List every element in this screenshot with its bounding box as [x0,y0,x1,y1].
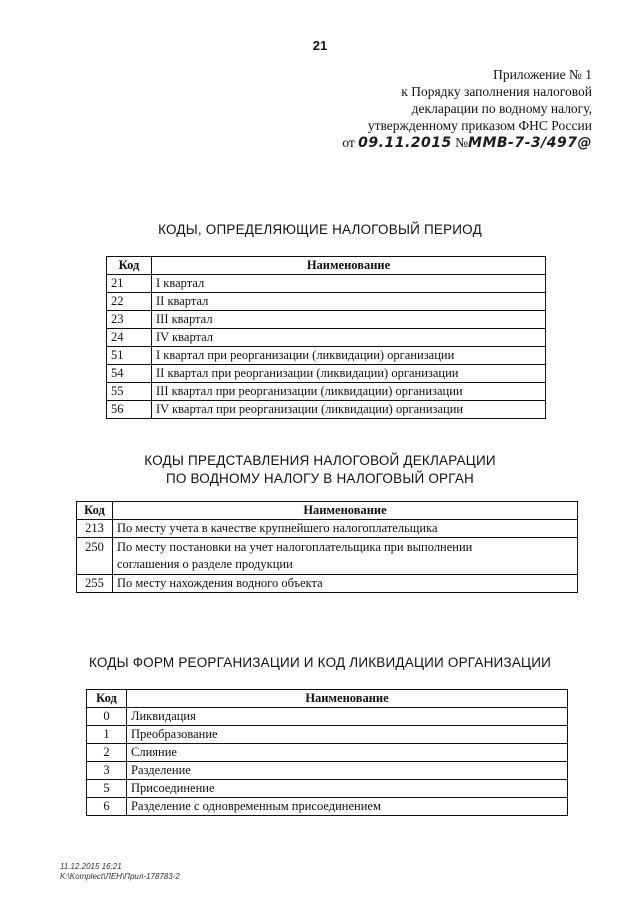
name-cell: III квартал [152,311,546,329]
code-cell: 23 [107,311,152,329]
table-row [107,365,546,383]
name-cell: IV квартал [152,329,546,347]
table-row [87,780,568,798]
reorganization-codes-table [86,689,568,816]
table-row [87,762,568,780]
name-cell: I квартал при реорганизации (ликвидации) организации [152,347,546,365]
code-cell: 250 [77,538,113,575]
code-cell: 21 [107,275,152,293]
section3-title: КОДЫ ФОРМ РЕОРГАНИЗАЦИИ И КОД ЛИКВИДАЦИИ ОРГАНИЗАЦИИ [88,655,552,670]
name-cell: По месту нахождения водного объекта [113,575,578,593]
section2-title-line-1: КОДЫ ПРЕДСТАВЛЕНИЯ НАЛОГОВОЙ ДЕКЛАРАЦИИ [144,453,496,468]
table-row [87,744,568,762]
code-cell: 51 [107,347,152,365]
table-row [107,383,546,401]
code-cell: 2 [87,744,127,762]
order-date: 09.11.2015 [358,135,452,151]
code-cell: 6 [87,798,127,816]
code-cell: 5 [87,780,127,798]
appendix-line-1: Приложение № 1 [493,67,592,82]
name-cell: II квартал [152,293,546,311]
code-cell: 22 [107,293,152,311]
table-row [107,347,546,365]
name-cell: Преобразование [127,726,568,744]
appendix-line-4: утвержденному приказом ФНС России [367,118,592,133]
name-cell: II квартал при реорганизации (ликвидации) организации [152,365,546,383]
order-number: ММВ-7-3/497@ [468,135,592,151]
name-cell: Разделение [127,762,568,780]
section1-title: КОДЫ, ОПРЕДЕЛЯЮЩИЕ НАЛОГОВЫЙ ПЕРИОД [158,222,482,237]
table-row [87,726,568,744]
code-cell: 56 [107,401,152,419]
table-row [77,575,578,593]
section2-title [0,452,640,488]
column-header-name: Наименование [152,257,546,275]
code-cell: 0 [87,708,127,726]
footer-timestamp: 11.12.2015 16:21 [60,862,122,871]
name-cell: Присоединение [127,780,568,798]
tax-period-codes-table [106,256,546,419]
number-label: № [455,135,469,150]
from-label: от [342,135,355,150]
column-header-code: Код [107,257,152,275]
table-header-row [87,690,568,708]
name-cell: Слияние [127,744,568,762]
document-footer [60,862,180,882]
code-cell: 1 [87,726,127,744]
table-row [77,538,578,575]
page-number: 21 [312,38,328,53]
order-reference [342,134,592,152]
name-cell: Ликвидация [127,708,568,726]
table-row [107,275,546,293]
name-cell [113,538,578,575]
column-header-code: Код [87,690,127,708]
code-cell: 54 [107,365,152,383]
submission-codes-table [76,501,578,593]
appendix-line-3: декларации по водному налогу, [411,101,592,116]
name-line-2: соглашения о разделе продукции [117,557,293,571]
table-header-row [107,257,546,275]
table-header-row [77,502,578,520]
table-row [107,311,546,329]
code-cell: 255 [77,575,113,593]
code-cell: 24 [107,329,152,347]
footer-file-path: K:\Komplect\ЛЕН\Прил-178783-2 [60,872,180,881]
name-cell: По месту учета в качестве крупнейшего налогоплательщика [113,520,578,538]
table-row [87,708,568,726]
name-cell: Разделение с одновременным присоединением [127,798,568,816]
name-line-1: По месту постановки на учет налогоплательщика при выполнении [117,540,473,554]
table-row [77,520,578,538]
name-cell: I квартал [152,275,546,293]
code-cell: 3 [87,762,127,780]
table-row [107,293,546,311]
name-cell: IV квартал при реорганизации (ликвидации) организации [152,401,546,419]
appendix-line-2: к Порядку заполнения налоговой [401,84,592,99]
table-row [87,798,568,816]
column-header-name: Наименование [113,502,578,520]
section2-title-line-2: ПО ВОДНОМУ НАЛОГУ В НАЛОГОВЫЙ ОРГАН [165,471,475,486]
column-header-code: Код [77,502,113,520]
table-row [107,329,546,347]
code-cell: 213 [77,520,113,538]
name-cell: III квартал при реорганизации (ликвидации) организации [152,383,546,401]
table-row [107,401,546,419]
column-header-name: Наименование [127,690,568,708]
code-cell: 55 [107,383,152,401]
appendix-header [342,66,592,152]
